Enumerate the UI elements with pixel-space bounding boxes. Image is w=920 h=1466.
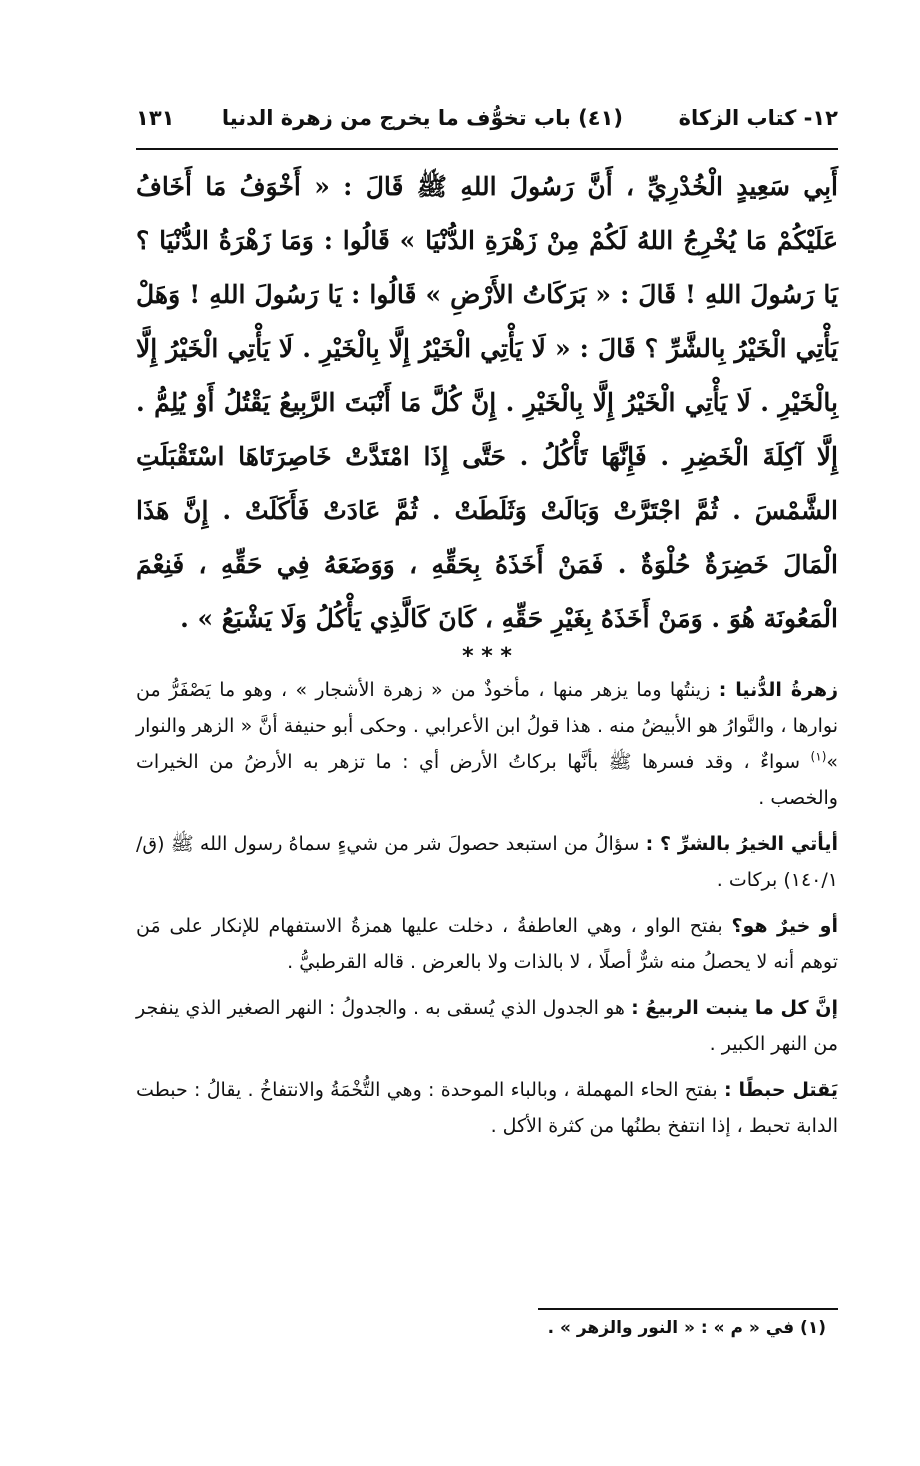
- commentary-text: زينتُها وما يزهر منها ، مأخوذٌ من « زهرة الأشجار » ، وهو ما يَصْفَرُّ من نوارها ، والنَّوارُ هو الأبيضُ منه . هذا قولُ ابن الأعرابي . وحكى أبو حنيفة أنَّ « الزهر والنوار »: [136, 679, 838, 773]
- commentary: [136, 672, 838, 1144]
- commentary-paragraph: [136, 990, 838, 1062]
- commentary-term: أيأتي الخيرُ بالشرِّ ؟ :: [645, 833, 838, 855]
- commentary-paragraph: [136, 1072, 838, 1144]
- footnote-marker: (١): [810, 749, 827, 764]
- document-page: [0, 100, 920, 1466]
- chapter-title: ١٢- كتاب الزكاة: [678, 106, 838, 130]
- commentary-paragraph: [136, 908, 838, 980]
- section-separator: * * *: [462, 644, 512, 669]
- footnote-divider: [538, 1308, 838, 1310]
- commentary-text: بفتح الحاء المهملة ، وبالباء الموحدة : وهي التُّخْمَةُ والانتفاخُ . يقالُ : حبطت الدابة تحبط ، إذا انتفخ بطنُها من كثرة الأكل .: [136, 1079, 838, 1137]
- commentary-paragraph: [136, 672, 838, 816]
- hadith-text: أَبِي سَعِيدٍ الْخُدْرِيِّ ، أَنَّ رَسُولَ اللهِ ﷺ قَالَ : « أَخْوَفُ مَا أَخَافُ عَلَيْكُمْ مَا يُخْرِجُ اللهُ لَكُمْ مِنْ زَهْرَةِ الدُّنْيَا » قَالُوا : وَمَا زَهْرَةُ الدُّنْيَا ؟ يَا رَسُولَ اللهِ ! قَالَ : « بَرَكَاتُ الأَرْضِ » قَالُوا : يَا رَسُولَ اللهِ ! وَهَلْ يَأْتِي الْخَيْرُ بِالشَّرِّ ؟ قَالَ : « لَا يَأْتِي الْخَيْرُ إِلَّا بِالْخَيْرِ . لَا يَأْتِي الْخَيْرُ إِلَّا بِالْخَيْرِ . لَا يَأْتِي الْخَيْرُ إِلَّا بِالْخَيْرِ . إِنَّ كُلَّ مَا أَنْبَتَ الرَّبِيعُ يَقْتُلُ أَوْ يُلِمُّ . إِلَّا آكِلَةَ الْخَضِرِ . فَإِنَّهَا تَأْكُلُ . حَتَّى إِذَا امْتَدَّتْ خَاصِرَتَاهَا اسْتَقْبَلَتِ الشَّمْسَ . ثُمَّ اجْتَرَّتْ وَبَالَتْ وَثَلَطَتْ . ثُمَّ عَادَتْ فَأَكَلَتْ . إِنَّ هَذَا الْمَالَ خَضِرَةٌ حُلْوَةٌ . فَمَنْ أَخَذَهُ بِحَقِّهِ ، وَوَضَعَهُ فِي حَقِّهِ ، فَنِعْمَ الْمَعُونَة هُوَ . وَمَنْ أَخَذَهُ بِغَيْرِ حَقِّهِ ، كَانَ كَالَّذِي يَأْكُلُ وَلَا يَشْبَعُ » .: [136, 172, 838, 633]
- commentary-term: أو خيرٌ هو؟: [731, 915, 839, 937]
- commentary-text: سواءٌ ، وقد فسرها ﷺ بأنَّها بركاتُ الأرض أي : ما تزهر به الأرضُ من الخيرات والخصب .: [136, 751, 838, 809]
- commentary-text: هو الجدول الذي يُسقى به . والجدولُ : النهر الصغير الذي ينفجر من النهر الكبير .: [136, 997, 838, 1055]
- commentary-text: سؤالُ من استبعد حصولَ شر من شيءٍ سماهُ رسول الله ﷺ (ق/١٤٠/١) بركات .: [136, 833, 838, 891]
- section-title: (٤١) باب تخوُّف ما يخرج من زهرة الدنيا: [221, 106, 623, 130]
- page-number: ١٣١: [136, 106, 175, 130]
- commentary-text: بفتح الواو ، وهي العاطفةُ ، دخلت عليها همزةُ الاستفهام للإنكار على مَن توهم أنه لا يحصلُ منه شرٌّ أصلًا ، لا بالذات ولا بالعرض . قاله القرطبيُّ .: [136, 915, 838, 973]
- commentary-term: زهرةُ الدُّنيا :: [718, 679, 839, 701]
- footnote: (١) في « م » : « النور والزهر » .: [547, 1318, 826, 1338]
- commentary-paragraph: [136, 826, 838, 898]
- running-header: [136, 100, 838, 150]
- commentary-term: يَقتل حبطًا :: [724, 1079, 838, 1101]
- commentary-term: إنَّ كل ما ينبت الربيعُ :: [631, 997, 838, 1019]
